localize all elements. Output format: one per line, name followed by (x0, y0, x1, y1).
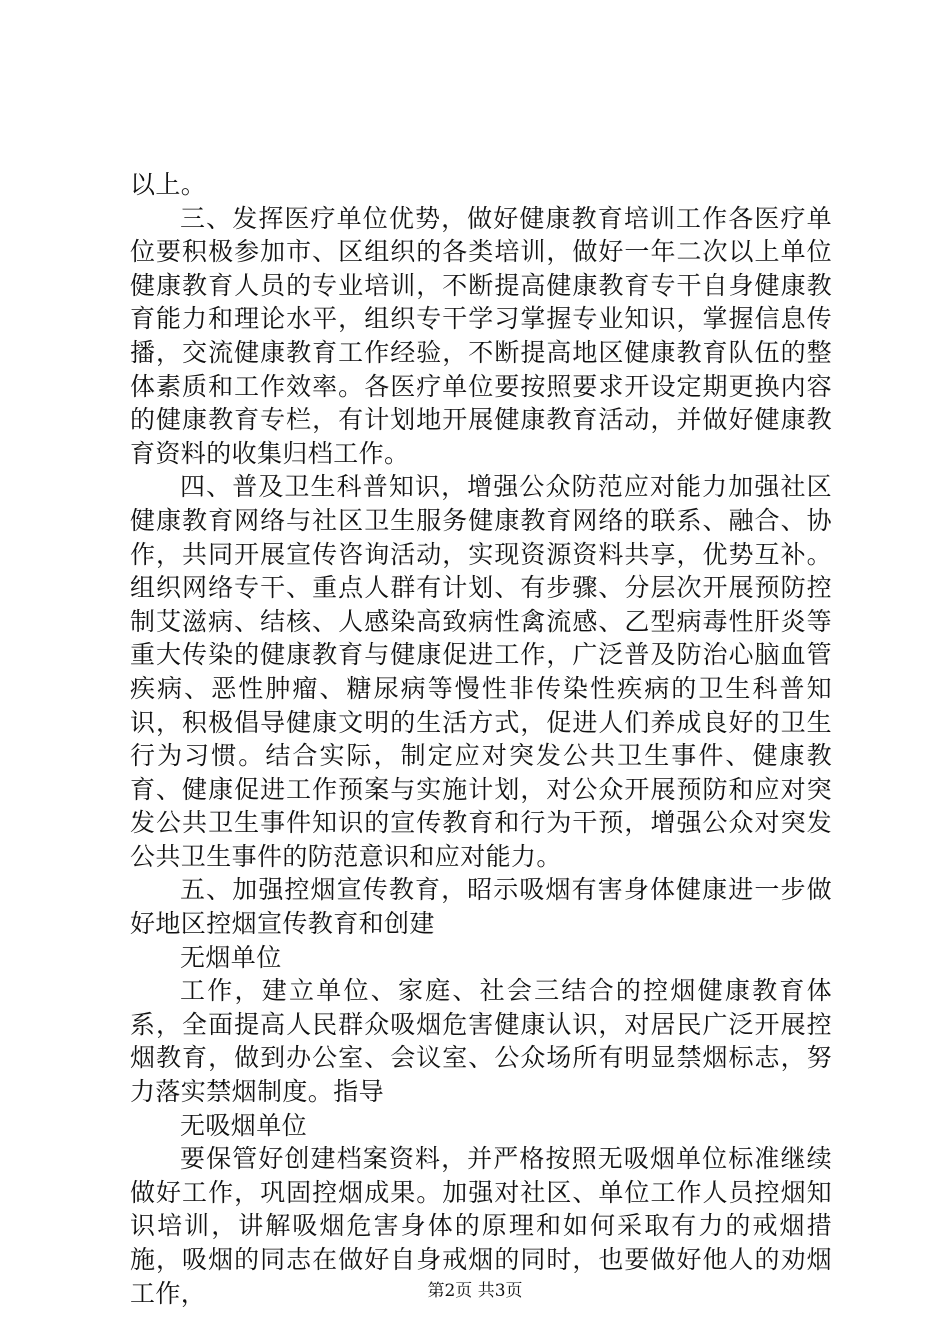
paragraph-4: 五、加强控烟宣传教育，昭示吸烟有害身体健康进一步做好地区控烟宣传教育和创建 (130, 875, 832, 939)
paragraph-3: 四、普及卫生科普知识，增强公众防范应对能力加强社区健康教育网络与社区卫生服务健康教育网络的联系、融合、协作，共同开展宣传咨询活动，实现资源资料共享，优势互补。组织网络专干、重点人群有计划、有步骤、分层次开展预防控制艾滋病、结核、人感染高致病性禽流感、乙型病毒性肝炎等重大传染的健康教育与健康促进工作，广泛普及防治心脑血管疾病、恶性肿瘤、糖尿病等慢性非传染性疾病的卫生科普知识，积极倡导健康文明的生活方式，促进人们养成良好的卫生行为习惯。结合实际，制定应对突发公共卫生事件、健康教育、健康促进工作预案与实施计划，对公众开展预防和应对突发公共卫生事件知识的宣传教育和行为干预，增强公众对突发公共卫生事件的防范意识和应对能力。 (130, 472, 832, 871)
page-number-footer: 第2页 共3页 (427, 1281, 523, 1301)
paragraph-6: 工作，建立单位、家庭、社会三结合的控烟健康教育体系，全面提高人民群众吸烟危害健康认识，对居民广泛开展控烟教育，做到办公室、会议室、公众场所有明显禁烟标志，努力落实禁烟制度。指导 (130, 976, 832, 1107)
paragraph-5: 无烟单位 (180, 942, 282, 972)
paragraph-7: 无吸烟单位 (180, 1110, 308, 1140)
document-body (130, 168, 832, 1310)
paragraph-8: 要保管好创建档案资料，并严格按照无吸烟单位标准继续做好工作，巩固控烟成果。加强对社区、单位工作人员控烟知识培训，讲解吸烟危害身体的原理和如何采取有力的戒烟措施，吸烟的同志在做好自身戒烟的同时，也要做好他人的劝烟工作， (130, 1144, 832, 1308)
paragraph-1: 以上。 (130, 170, 207, 199)
paragraph-2: 三、发挥医疗单位优势，做好健康教育培训工作各医疗单位要积极参加市、区组织的各类培训，做好一年二次以上单位健康教育人员的专业培训，不断提高健康教育专干自身健康教育能力和理论水平，组织专干学习掌握专业知识，掌握信息传播，交流健康教育工作经验，不断提高地区健康教育队伍的整体素质和工作效率。各医疗单位要按照要求开设定期更换内容的健康教育专栏，有计划地开展健康教育活动，并做好健康教育资料的收集归档工作。 (130, 203, 832, 468)
